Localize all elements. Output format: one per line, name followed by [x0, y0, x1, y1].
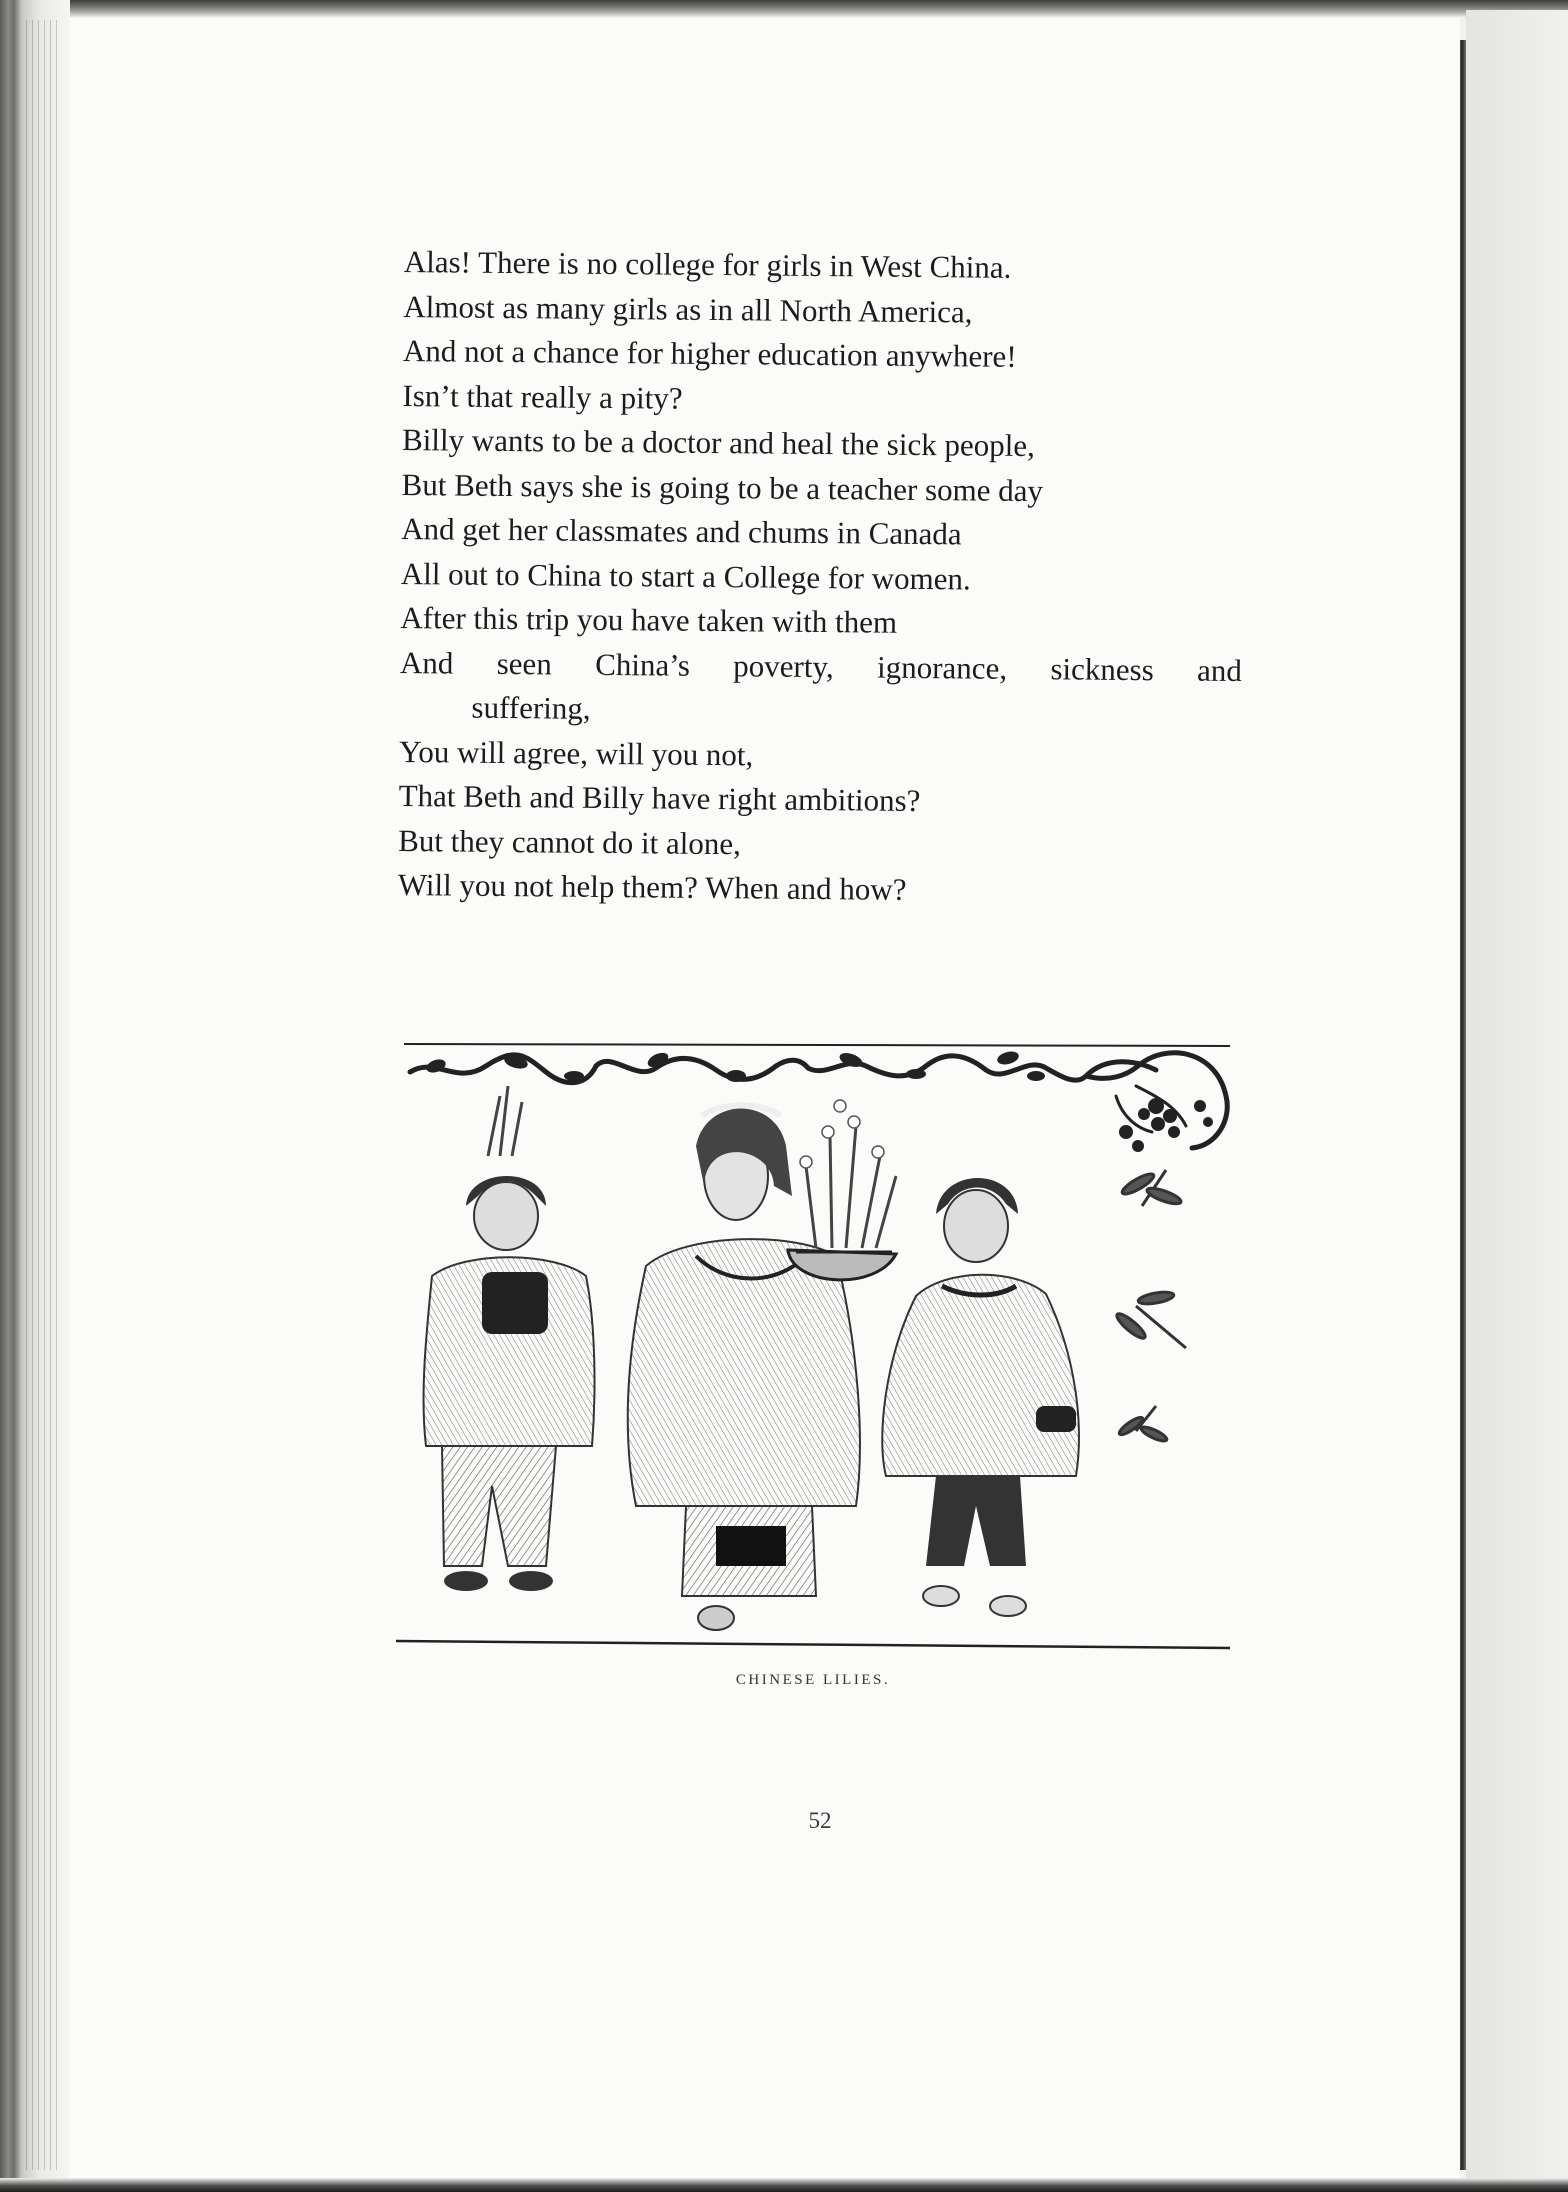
page-number: 52 — [808, 1808, 832, 1833]
poem-line: But they cannot do it alone, — [398, 822, 742, 861]
poem-line: All out to China to start a College for women. — [400, 555, 971, 596]
poem-line: And seen China’s poverty, ignorance, sickness and — [399, 644, 1243, 688]
dragonfly-decoration — [1114, 1170, 1186, 1444]
vine-leaves — [425, 1049, 1213, 1152]
poem-line: Will you not help them? When and how? — [397, 866, 907, 907]
right-child-figure — [882, 1178, 1079, 1616]
poem-line: And not a chance for higher education anywhere! — [402, 332, 1017, 374]
book-binding — [0, 0, 70, 2192]
poem-line-continuation: suffering, — [471, 689, 591, 726]
illustration-picture — [396, 1036, 1230, 1650]
left-child-figure — [424, 1086, 595, 1591]
illustration-chinese-lilies — [396, 1036, 1230, 1650]
binding-page-edges — [26, 20, 62, 2170]
center-girl-figure — [628, 1100, 896, 1630]
poem-line: But Beth says she is going to be a teacher some day — [401, 466, 1044, 508]
poem-line: Billy wants to be a doctor and heal the sick people, — [401, 421, 1035, 464]
poem-line: That Beth and Billy have right ambitions? — [398, 777, 921, 818]
poem-line: And get her classmates and chums in Canada — [401, 510, 962, 552]
page-fold-edge — [1460, 40, 1466, 2170]
scan-top-edge — [0, 0, 1568, 18]
poem-line: Isn’t that really a pity? — [402, 377, 683, 416]
adjacent-page — [1466, 10, 1568, 2182]
scan-bottom-edge — [0, 2178, 1568, 2192]
poem-line: Alas! There is no college for girls in West China. — [403, 243, 1012, 285]
poem-text — [398, 240, 1284, 916]
poem-line: You will agree, will you not, — [398, 733, 754, 772]
vine-border-ornament — [410, 1053, 1227, 1148]
poem-line: Almost as many girls as in all North America, — [403, 288, 973, 329]
figure-caption: CHINESE LILIES. — [735, 1672, 891, 1688]
poem-line: After this trip you have taken with them — [400, 599, 898, 640]
